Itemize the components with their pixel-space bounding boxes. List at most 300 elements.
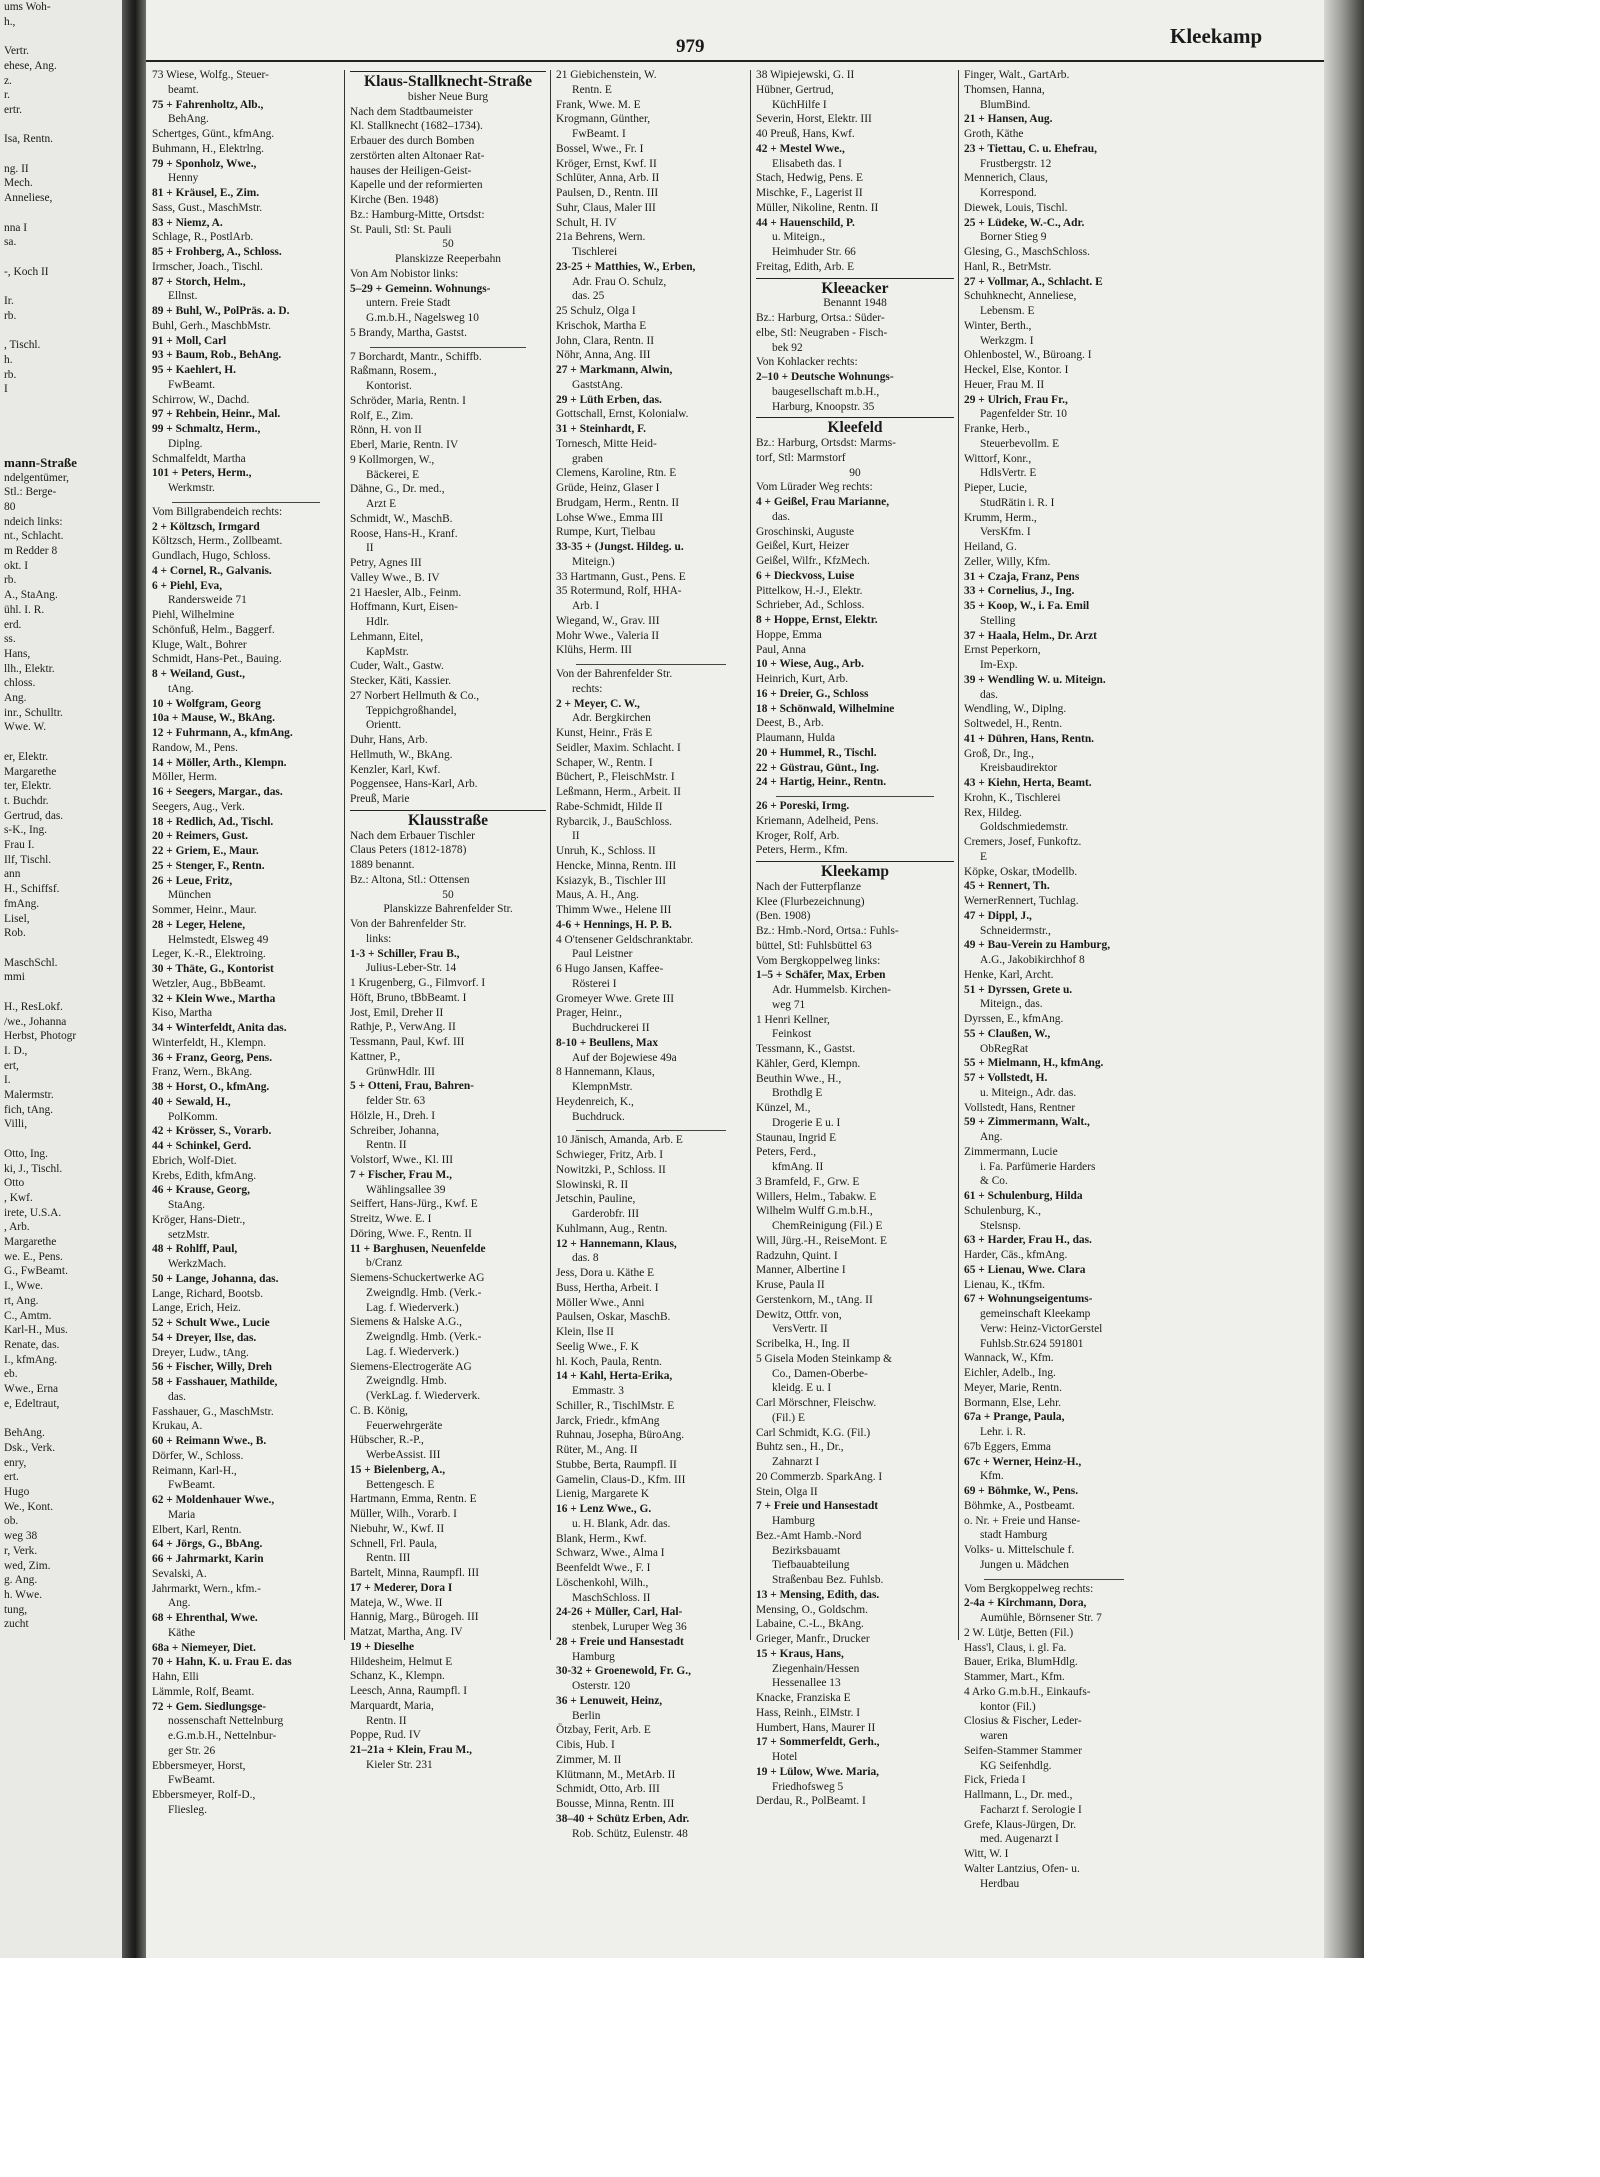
directory-entry: Vom Bergkoppelweg rechts: [964, 1582, 1094, 1595]
directory-entry: Marquardt, Maria, [350, 1699, 434, 1712]
directory-entry: Eberl, Marie, Rentn. IV [350, 439, 459, 451]
directory-entry: 38 Wipiejewski, G. II [756, 69, 855, 81]
directory-entry: Künzel, M., [756, 1102, 811, 1114]
entry-continuation: G.m.b.H., Nagelsweg 10 [366, 312, 479, 324]
directory-entry: Randow, M., Pens. [152, 741, 238, 754]
entry-continuation: Hamburg [772, 1515, 815, 1527]
directory-entry: 35 Rotermund, Rolf, HHA- [556, 585, 682, 598]
left-fragment-line [4, 206, 77, 221]
directory-entry: Paulsen, D., Rentn. III [556, 187, 659, 199]
directory-entry: 21–21a + Klein, Frau M., [350, 1744, 472, 1756]
directory-entry: Vom Lürader Weg rechts: [756, 481, 873, 494]
left-fragment-line: mann-Straße [4, 454, 77, 470]
directory-entry: Kiso, Martha [152, 1007, 213, 1020]
directory-entry: Prager, Heinr., [556, 1007, 622, 1020]
directory-entry: Rönn, H. von II [350, 424, 422, 437]
directory-entry: Seiffert, Hans-Jürg., Kwf. E [350, 1198, 478, 1211]
left-fragment-line [4, 735, 77, 750]
directory-entry: 24 + Hartig, Heinr., Rentn. [756, 776, 887, 789]
directory-entry: 34 + Winterfeldt, Anita das. [152, 1022, 287, 1034]
column-divider [958, 70, 959, 1640]
directory-entry: 6 + Dieckvoss, Luise [756, 569, 855, 582]
directory-entry: 7 + Freie und Hansestadt [756, 1500, 879, 1513]
directory-entry: Vom Billgrabendeich rechts: [152, 505, 283, 518]
directory-entry: Dreyer, Ludw., tAng. [152, 1346, 249, 1359]
directory-entry: Schönfuß, Helm., Baggerf. [152, 623, 275, 636]
directory-entry: Krogmann, Günther, [556, 113, 651, 126]
left-fragment-line: C., Amtm. [4, 1309, 52, 1322]
entry-continuation: das. [980, 688, 999, 701]
entry-continuation: StaAng. [168, 1199, 206, 1211]
directory-entry: Plaumann, Hulda [756, 732, 836, 744]
directory-entry: Höft, Bruno, tBbBeamt. I [350, 991, 467, 1004]
entry-continuation: Borner Stieg 9 [980, 231, 1047, 244]
directory-entry: 1-3 + Schiller, Frau B., [350, 947, 460, 960]
entry-continuation: Lebensm. E [980, 305, 1035, 317]
left-fragment-line: rb. [4, 309, 17, 322]
entry-continuation: Fliesleg. [168, 1803, 207, 1816]
directory-entry: Bz.: Hmb.-Nord, Ortsa.: Fuhls- [756, 925, 899, 937]
directory-entry: Hölzle, H., Dreh. I [350, 1109, 436, 1122]
directory-entry: 4-6 + Hennings, H. P. B. [556, 918, 672, 931]
directory-entry: Jetschin, Pauline, [556, 1193, 636, 1206]
left-fragment-line [4, 397, 77, 412]
directory-entry: Grefe, Klaus-Jürgen, Dr. [964, 1818, 1077, 1831]
directory-entry: Blank, Herm., Kwf. [556, 1532, 647, 1545]
directory-entry: Cuder, Walt., Gastw. [350, 660, 444, 673]
entry-continuation: Buchdruckerei II [572, 1022, 650, 1034]
entry-continuation: Aumühle, Börnsener Str. 7 [980, 1612, 1102, 1624]
entry-continuation: VersKfm. I [980, 526, 1031, 539]
directory-entry: Soltwedel, H., Rentn. [964, 718, 1063, 730]
directory-entry: 14 + Kahl, Herta-Erika, [556, 1370, 673, 1383]
directory-entry: Walter Lantzius, Ofen- u. [964, 1862, 1080, 1875]
entry-continuation: beamt. [168, 83, 199, 96]
entry-continuation: Hessenallee 13 [772, 1677, 841, 1690]
left-fragment-line: t. Buchdr. [4, 794, 49, 807]
left-fragment-line: ndelgentümer, [4, 471, 70, 484]
directory-entry: Möller, Herm. [152, 771, 218, 784]
directory-entry: 16 + Dreier, G., Schloss [756, 687, 869, 700]
entry-continuation: med. Augenarzt I [980, 1833, 1059, 1846]
entry-continuation: BehAng. [168, 113, 209, 126]
directory-entry: 10 + Wolfgram, Georg [152, 697, 261, 710]
directory-entry: Humbert, Hans, Maurer II [756, 1721, 876, 1734]
directory-entry: Beenfeldt Wwe., F. I [556, 1562, 651, 1574]
directory-entry: 67c + Werner, Heinz-H., [964, 1455, 1082, 1468]
left-fragment-line: Ilf, Tischl. [4, 853, 52, 866]
directory-entry: Heuer, Frau M. II [964, 378, 1045, 391]
directory-entry: Klein, Ilse II [556, 1326, 614, 1338]
directory-entry: Rüter, M., Ang. II [556, 1444, 638, 1456]
section-separator [576, 664, 726, 665]
directory-entry: Möller Wwe., Anni [556, 1296, 645, 1309]
directory-entry: 19 + Lülow, Wwe. Maria, [756, 1765, 880, 1778]
directory-entry: Schaper, W., Rentn. I [556, 756, 653, 769]
directory-entry: Rex, Hildeg. [964, 806, 1022, 819]
directory-entry: Kluge, Walt., Bohrer [152, 638, 247, 651]
entry-continuation: untern. Freie Stadt [366, 297, 451, 310]
page-edge-shadow [1324, 0, 1364, 1958]
directory-entry: 95 + Kaehlert, H. [152, 364, 236, 376]
directory-entry: Glesing, G., MaschSchloss. [964, 246, 1090, 258]
directory-entry: Schröder, Maria, Rentn. I [350, 394, 466, 407]
directory-entry: Geißel, Wilfr., KfzMech. [756, 555, 870, 567]
directory-page [146, 0, 1324, 1958]
directory-entry: Raßmann, Rosem., [350, 365, 437, 378]
entry-continuation: Zweigndlg. Hmb. (Verk.- [366, 1331, 482, 1343]
directory-entry: 27 + Vollmar, A., Schlacht. E [964, 275, 1103, 288]
left-fragment-line [4, 426, 77, 441]
directory-entry: 10 Jänisch, Amanda, Arb. E [556, 1134, 683, 1147]
entry-continuation: Rob. Schütz, Eulenstr. 48 [572, 1827, 688, 1840]
directory-entry: Leger, K.-R., Elektroing. [152, 948, 266, 961]
page-number: 979 [676, 36, 705, 57]
entry-continuation: Auf der Bojewiese 49a [572, 1051, 677, 1064]
directory-entry: 10 + Wiese, Aug., Arb. [756, 658, 864, 671]
directory-entry: Poggensee, Hans-Karl, Arb. [350, 778, 478, 791]
entry-continuation: Berlin [572, 1709, 601, 1722]
entry-continuation: Julius-Leber-Str. 14 [366, 962, 457, 975]
left-fragment-line: Hans, [4, 647, 31, 660]
directory-entry: 28 + Leger, Helene, [152, 918, 246, 931]
directory-entry: Buss, Hertha, Arbeit. I [556, 1281, 659, 1294]
entry-continuation: Werkmstr. [168, 482, 215, 494]
directory-entry: Nowitzki, P., Schloss. II [556, 1163, 666, 1176]
directory-entry: 46 + Krause, Georg, [152, 1184, 250, 1197]
left-fragment-line: chloss. [4, 677, 36, 690]
left-fragment-line: -, Koch II [4, 265, 49, 278]
directory-entry: 10a + Mause, W., BkAng. [152, 712, 275, 725]
directory-entry: 65 + Lienau, Wwe. Clara [964, 1263, 1086, 1276]
directory-entry: Kröger, Hans-Dietr., [152, 1213, 246, 1226]
left-fragment-line: tung, [4, 1603, 28, 1616]
left-fragment-line: /we., Johanna [4, 1015, 67, 1028]
directory-entry: 42 + Mestel Wwe., [756, 142, 845, 155]
directory-entry: Stein, Olga II [756, 1485, 818, 1498]
directory-entry: Schuhknecht, Anneliese, [964, 290, 1077, 303]
directory-entry: 4 O'tensener Geldschranktabr. [556, 933, 694, 946]
directory-entry: 12 + Hannemann, Klaus, [556, 1237, 677, 1250]
entry-continuation: Kontorist. [366, 380, 412, 392]
entry-continuation: baugesellschaft m.b.H., [772, 385, 880, 398]
directory-entry: Schlüter, Anna, Arb. II [556, 172, 660, 185]
left-fragment-line: we. E., Pens. [4, 1250, 63, 1263]
directory-entry: 54 + Dreyer, Ilse, das. [152, 1331, 257, 1344]
directory-entry: 89 + Buhl, W., PolPräs. a. D. [152, 305, 290, 317]
directory-entry: WernerRennert, Tuchlag. [964, 895, 1079, 907]
directory-entry: 101 + Peters, Herm., [152, 467, 252, 480]
entry-continuation: KüchHilfe I [772, 98, 827, 111]
directory-entry: Gottschall, Ernst, Kolonialw. [556, 408, 689, 421]
left-fragment-line: Stl.: Berge- [4, 486, 57, 499]
street-heading: Kleeacker [756, 278, 954, 297]
directory-entry: Leßmann, Herm., Arbeit. II [556, 786, 681, 798]
directory-entry: Bz.: Hamburg-Mitte, Ortsdst: [350, 208, 485, 221]
entry-continuation: (VerkLag. f. Wiederverk. [366, 1390, 481, 1402]
directory-entry: 17 + Sommerfeldt, Gerh., [756, 1736, 880, 1749]
left-fragment-line: z. [4, 74, 12, 87]
directory-entry: Winterfeldt, H., Klempn. [152, 1036, 267, 1049]
column-divider [344, 70, 345, 1640]
entry-continuation: Im-Exp. [980, 659, 1018, 671]
directory-entry: 73 Wiese, Wolfg., Steuer- [152, 69, 269, 81]
directory-entry: büttel, Stl: Fuhlsbüttel 63 [756, 939, 872, 952]
entry-continuation: stadt Hamburg [980, 1529, 1048, 1542]
column-divider [550, 70, 551, 1640]
directory-entry: Groschinski, Auguste [756, 525, 855, 538]
directory-entry: Bez.-Amt Hamb.-Nord [756, 1529, 862, 1542]
left-fragment-line: Margarethe [4, 765, 57, 778]
entry-continuation: waren [980, 1730, 1008, 1742]
entry-continuation: das. [168, 1390, 187, 1403]
directory-entry: 60 + Reimann Wwe., B. [152, 1435, 267, 1447]
entry-continuation: Ziegenhain/Hessen [772, 1662, 860, 1675]
left-fragment-line: Villi, [4, 1118, 28, 1131]
directory-entry: Mennerich, Claus, [964, 172, 1048, 185]
entry-continuation: FwBeamt. [168, 1479, 216, 1492]
directory-entry: Petry, Agnes III [350, 557, 422, 569]
directory-entry: Cremers, Josef, Funkoftz. [964, 836, 1082, 848]
entry-continuation: HdlsVertr. E [980, 467, 1037, 480]
directory-entry: Krumm, Herm., [964, 511, 1037, 524]
running-head: Kleekamp [1170, 24, 1263, 48]
directory-entry: 22 + Güstrau, Günt., Ing. [756, 761, 879, 774]
left-fragment-line: nt., Schlacht. [4, 530, 64, 543]
directory-entry: Lange, Erich, Heiz. [152, 1302, 241, 1315]
entry-continuation: Paul Leistner [572, 948, 633, 961]
directory-entry: Ebbersmeyer, Horst, [152, 1759, 246, 1772]
directory-entry: Sevalski, A. [152, 1567, 207, 1580]
directory-entry: 8 + Hoppe, Ernst, Elektr. [756, 614, 878, 626]
entry-continuation: Rentn. II [366, 1714, 407, 1727]
directory-entry: 25 + Lüdeke, W.-C., Adr. [964, 216, 1085, 229]
section-separator [370, 347, 526, 348]
entry-continuation: PolKomm. [168, 1110, 218, 1123]
left-fragment-line: llh., Elektr. [4, 662, 55, 675]
directory-entry: Sass, Gust., MaschMstr. [152, 201, 263, 214]
directory-entry: Jarck, Friedr., kfmAng [556, 1414, 660, 1427]
directory-entry: 57 + Vollstedt, H. [964, 1072, 1048, 1084]
left-fragment-line: ert, [4, 1059, 19, 1072]
directory-entry: St. Pauli, Stl: St. Pauli [350, 223, 452, 236]
left-fragment-line: h., [4, 15, 16, 28]
directory-entry: zerstörten alten Altonaer Rat- [350, 149, 485, 162]
directory-entry: 26 + Poreski, Irmg. [756, 800, 850, 812]
column-5 [964, 68, 1144, 1891]
entry-continuation: i. Fa. Parfümerie Harders [980, 1160, 1096, 1173]
directory-entry: Ernst Peperkorn, [964, 644, 1041, 657]
directory-entry: Köpke, Oskar, tModellb. [964, 865, 1078, 878]
directory-entry: Stubbe, Berta, Raumpfl. II [556, 1458, 677, 1471]
column-divider [750, 70, 751, 1640]
directory-entry: Hallmann, L., Dr. med., [964, 1789, 1073, 1801]
directory-entry: Kattner, P., [350, 1050, 401, 1063]
directory-entry: 31 + Steinhardt, F. [556, 423, 646, 435]
directory-entry: Hass, Reinh., ElMstr. I [756, 1706, 861, 1719]
entry-continuation: Heimhuder Str. 66 [772, 246, 856, 258]
entry-continuation: Adr. Hummelsb. Kirchen- [772, 984, 891, 996]
directory-entry: torf, Stl: Marmstorf [756, 451, 846, 464]
column-1 [152, 68, 340, 1818]
directory-entry: 25 + Stenger, F., Rentn. [152, 859, 265, 872]
entry-continuation: felder Str. 63 [366, 1095, 426, 1107]
directory-entry: Geißel, Kurt, Heizer [756, 540, 849, 553]
left-fragment-line [4, 147, 77, 162]
directory-entry: Ruhnau, Josepha, BüroAng. [556, 1429, 685, 1442]
entry-continuation: Rentn. II [366, 1139, 407, 1152]
directory-entry: 31 + Czaja, Franz, Pens [964, 570, 1080, 583]
directory-entry: Lienig, Margarete K [556, 1488, 650, 1501]
directory-entry: 99 + Schmaltz, Herm., [152, 423, 261, 435]
entry-continuation: E [980, 850, 987, 863]
directory-entry: 44 + Schinkel, Gerd. [152, 1140, 252, 1152]
directory-entry: Bartelt, Minna, Raumpfl. III [350, 1567, 480, 1579]
directory-entry: Költzsch, Herm., Zollbeamt. [152, 535, 283, 548]
directory-entry: Von Kohlacker rechts: [756, 356, 858, 369]
directory-entry: 67b Eggers, Emma [964, 1440, 1051, 1453]
directory-entry: 20 Commerzb. SparkAng. I [756, 1470, 883, 1483]
entry-continuation: gemeinschaft Kleekamp [980, 1308, 1091, 1320]
directory-entry: Wittorf, Konr., [964, 452, 1032, 465]
entry-continuation: Werkzgm. I [980, 334, 1034, 347]
directory-entry: Roose, Hans-H., Kranf. [350, 527, 458, 540]
directory-entry: 2 + Meyer, C. W., [556, 697, 640, 710]
left-fragment-line: ertr. [4, 103, 23, 116]
directory-entry: Diewek, Louis, Tischl. [964, 201, 1068, 214]
left-fragment-line: Lisel, [4, 912, 30, 925]
left-fragment-line: erd. [4, 618, 22, 631]
directory-entry: Matzat, Martha, Ang. IV [350, 1626, 463, 1638]
entry-continuation: Lag. f. Wiederverk.) [366, 1345, 459, 1358]
directory-entry: Eichler, Adelb., Ing. [964, 1367, 1056, 1379]
entry-continuation: Lag. f. Wiederverk.) [366, 1301, 459, 1314]
directory-entry: 1 Henri Kellner, [756, 1013, 830, 1026]
directory-entry: Bossel, Wwe., Fr. I [556, 142, 644, 155]
directory-entry: 33 Hartmann, Gust., Pens. E [556, 570, 686, 583]
directory-entry: Cibis, Hub. I [556, 1739, 615, 1751]
directory-entry: 17 + Mederer, Dora I [350, 1581, 453, 1594]
entry-continuation: (Fil.) E [772, 1411, 805, 1424]
directory-entry: Bauer, Erika, BlumHdlg. [964, 1656, 1078, 1669]
directory-entry: 85 + Frohberg, A., Schloss. [152, 246, 282, 258]
column-2 [350, 68, 546, 1773]
entry-continuation: das. 8 [572, 1252, 599, 1265]
directory-entry: Dörfer, W., Schloss. [152, 1449, 244, 1462]
directory-entry: 68 + Ehrenthal, Wwe. [152, 1612, 258, 1624]
directory-entry: Kenzler, Karl, Kwf. [350, 763, 441, 776]
directory-entry: 52 + Schult Wwe., Lucie [152, 1317, 270, 1329]
left-fragment-line: Mech. [4, 177, 33, 190]
entry-continuation: Co., Damen-Oberbe- [772, 1367, 868, 1380]
directory-entry: Elbert, Karl, Rentn. [152, 1523, 242, 1536]
left-fragment-line: , Kwf. [4, 1191, 33, 1204]
directory-entry: Kirche (Ben. 1948) [350, 194, 439, 206]
directory-entry: Hartmann, Emma, Rentn. E [350, 1493, 477, 1506]
directory-entry: 68a + Niemeyer, Diet. [152, 1641, 256, 1654]
directory-entry: Schreiber, Johanna, [350, 1124, 440, 1137]
directory-entry: Böhmke, A., Postbeamt. [964, 1499, 1075, 1512]
directory-entry: 18 + Schönwald, Wilhelmine [756, 702, 895, 715]
directory-entry: Mateja, W., Wwe. II [350, 1596, 443, 1609]
directory-entry: o. Nr. + Freie und Hanse- [964, 1514, 1081, 1527]
directory-entry: 4 Arko G.m.b.H., Einkaufs- [964, 1685, 1091, 1698]
directory-entry: 87 + Storch, Helm., [152, 275, 246, 288]
directory-entry: Maus, A. H., Ang. [556, 889, 639, 902]
entry-continuation: weg 71 [772, 998, 806, 1011]
directory-entry: Siemens-Schuckertwerke AG [350, 1272, 485, 1284]
entry-continuation: u. Miteign., [772, 231, 826, 244]
entry-continuation: e.G.m.b.H., Nettelnbur- [168, 1730, 277, 1742]
entry-continuation: graben [572, 452, 603, 465]
directory-entry: Winter, Berth., [964, 319, 1032, 332]
entry-continuation: Arb. I [572, 600, 600, 612]
directory-entry: 29 + Ulrich, Frau Fr., [964, 393, 1068, 406]
entry-continuation: das. 25 [572, 290, 605, 303]
directory-entry: 4 + Cornel, R., Galvanis. [152, 564, 272, 577]
left-fragment-line: e, Edeltraut, [4, 1397, 60, 1410]
directory-entry: Rathje, P., VerwAng. II [350, 1021, 456, 1034]
left-fragment-line: rb. [4, 368, 17, 381]
entry-continuation: das. [772, 510, 791, 523]
directory-entry: Stammer, Mart., Kfm. [964, 1671, 1065, 1683]
directory-entry: Volstorf, Wwe., Kl. III [350, 1154, 454, 1166]
directory-entry: 8-10 + Beullens, Max [556, 1036, 659, 1049]
left-fragment-line: I. D., [4, 1044, 28, 1057]
directory-entry: Unruh, K., Schloss. II [556, 845, 656, 857]
left-fragment-line [4, 1412, 77, 1427]
entry-continuation: Elisabeth das. I [772, 157, 842, 170]
entry-continuation: Maria [168, 1508, 196, 1521]
directory-entry: Kapelle und der reformierten [350, 179, 483, 192]
entry-continuation: Wählingsallee 39 [366, 1183, 446, 1196]
left-fragment-line: ob. [4, 1515, 19, 1528]
entry-continuation: Emmastr. 3 [572, 1385, 624, 1397]
entry-continuation: Diplng. [168, 437, 203, 450]
directory-entry: 5 Gisela Moden Steinkamp & [756, 1352, 893, 1365]
header-rule [146, 60, 1324, 62]
entry-continuation: & Co. [980, 1175, 1008, 1188]
directory-entry: Peters, Herm., Kfm. [756, 844, 848, 857]
left-fragment-line: nna I [4, 221, 28, 234]
directory-entry: Carl Schmidt, K.G. (Fil.) [756, 1426, 871, 1439]
directory-entry: 8 Hannemann, Klaus, [556, 1066, 655, 1079]
directory-entry: Niebuhr, W., Kwf. II [350, 1522, 445, 1535]
directory-entry: Lange, Richard, Bootsb. [152, 1287, 264, 1300]
section-separator [172, 502, 320, 503]
left-fragment-line: Renate, das. [4, 1338, 60, 1351]
entry-continuation: Schneidermstr., [980, 924, 1051, 937]
directory-entry: Schlage, R., PostlArb. [152, 231, 254, 244]
directory-entry: Schirrow, W., Dachd. [152, 393, 250, 406]
directory-entry: Willers, Helm., Tabakw. E [756, 1190, 877, 1203]
directory-entry: Schmalfeldt, Martha [152, 452, 246, 465]
left-fragment-line: fich, tAng. [4, 1103, 54, 1116]
directory-entry: 49 + Bau-Verein zu Hamburg, [964, 939, 1111, 952]
left-fragment-line: A., StaAng. [4, 589, 58, 602]
directory-entry: Schwieger, Fritz, Arb. I [556, 1149, 664, 1161]
directory-entry: 13 + Mensing, Edith, das. [756, 1588, 880, 1601]
entry-continuation: FwBeamt. I [572, 128, 626, 140]
directory-entry: Dähne, G., Dr. med., [350, 483, 445, 496]
left-fragment-line: sa. [4, 236, 17, 249]
left-fragment-line: h. Wwe. [4, 1588, 43, 1601]
directory-entry: Leesch, Anna, Raumpfl. I [350, 1685, 468, 1697]
directory-entry: 7 Borchardt, Mantr., Schiffb. [350, 350, 482, 363]
left-fragment-line: ng. II [4, 162, 29, 175]
directory-entry: Zimmer, M. II [556, 1753, 622, 1766]
directory-entry: Ötzbay, Ferit, Arb. E [556, 1724, 651, 1737]
